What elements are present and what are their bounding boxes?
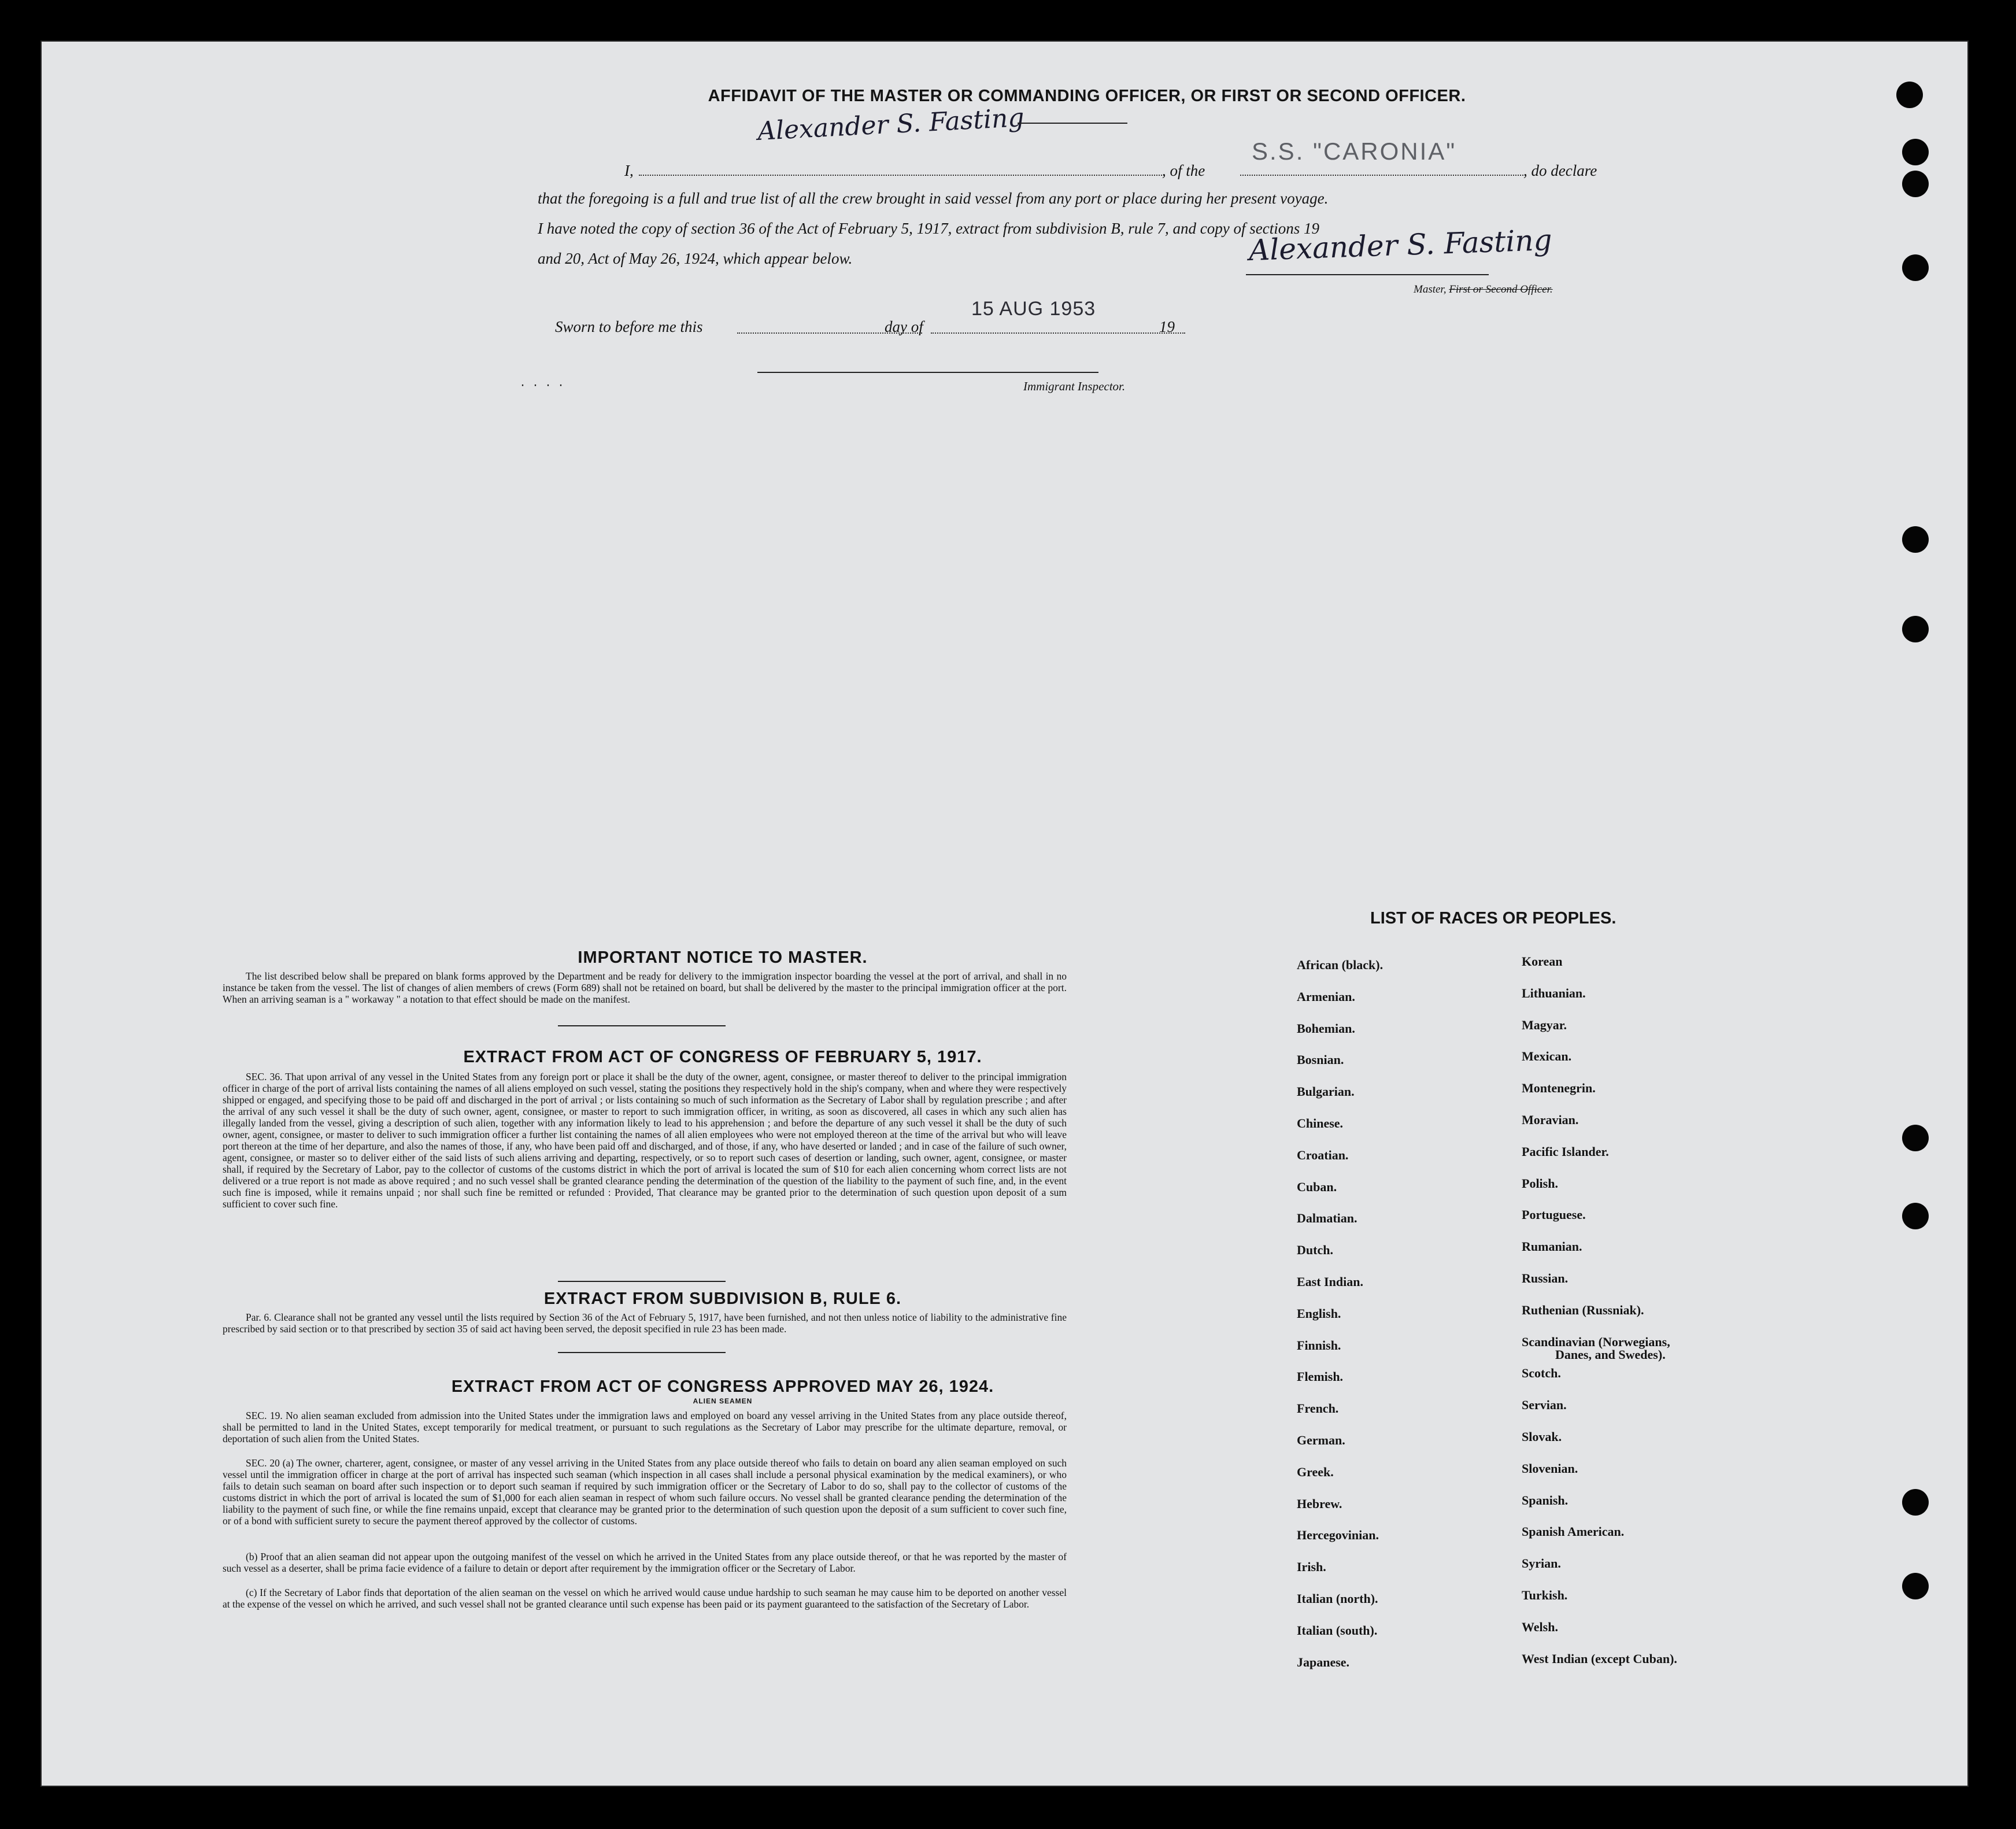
punch-hole xyxy=(1902,1573,1929,1599)
sec20a-text: SEC. 20 (a) The owner, charterer, agent, consignee, or master of any vessel arriving in the United States from any place outside thereof who fails to detain on board any alien seaman employed on such vessel until the immigration officer in charge at the port of arrival has inspected such seaman (which inspection in all cases shall include a personal physical examination by the medical examiners), or who fails to detain such seaman on board after such inspection or to deport such seaman if required by such immigration officer or the Secretary of Labor to do so, shall pay to the collector of customs of the customs district in which the port of arrival is located the sum of $1,000 for each alien seaman in respect of whom such failure occurs. No vessel shall be granted clearance pending the determination of the liability to the payment of such fine, or while the fine remains unpaid, except that clearance may be granted prior to the determination of such question upon the deposit of a sum sufficient to cover such fine, or of a bond with sufficient surety to secure the payment thereof approved by the collector of customs. xyxy=(223,1457,1067,1527)
race-item: Spanish. xyxy=(1522,1492,1569,1507)
race-item: Armenian. xyxy=(1297,989,1355,1004)
declaration-text-2: I have noted the copy of section 36 of the Act of February 5, 1917, extract from subdivision B, rule 7, and copy of sections 19 xyxy=(538,220,1319,237)
vessel-blank-line xyxy=(1240,175,1523,176)
race-item: Flemish. xyxy=(1297,1369,1344,1384)
notice-body: The list described below shall be prepared on blank forms approved by the Department and be ready for delivery to the immigration inspector boarding the vessel at the port of arrival, and shall in no instance be taken from the vessel. The list of changes of alien members of crews (Form 689) shall not be retained on board, but shall be delivered by the master to the principal immigration officer at the port. When an arriving seaman is a " workaway " a notation to that effect should be made on the manifest. xyxy=(223,970,1067,1005)
punch-hole xyxy=(1896,82,1923,108)
race-item: Slovak. xyxy=(1522,1429,1562,1444)
race-item: English. xyxy=(1297,1306,1341,1321)
handwritten-name: Alexander S. Fasting xyxy=(756,102,1025,147)
race-item: Magyar. xyxy=(1522,1017,1567,1032)
race-item: Hebrew. xyxy=(1297,1496,1342,1511)
punch-hole xyxy=(1902,139,1929,165)
signature-line xyxy=(1246,274,1489,275)
race-item: Mexican. xyxy=(1522,1049,1572,1064)
race-item: Russian. xyxy=(1522,1271,1569,1285)
race-item: Dalmatian. xyxy=(1297,1211,1357,1226)
race-item: Rumanian. xyxy=(1522,1239,1582,1254)
section-divider xyxy=(558,1352,726,1353)
name-blank-line xyxy=(639,175,1162,176)
race-item: Croatian. xyxy=(1297,1147,1349,1162)
inspector-line xyxy=(757,372,1098,373)
declaration-i-label: I, xyxy=(624,162,634,179)
race-item: Bosnian. xyxy=(1297,1052,1344,1067)
margin-dots: ···· xyxy=(520,377,571,393)
race-item: Polish. xyxy=(1522,1176,1558,1191)
race-item: East Indian. xyxy=(1297,1274,1363,1289)
punch-hole xyxy=(1902,526,1929,553)
subdivision-title: EXTRACT FROM SUBDIVISION B, RULE 6. xyxy=(543,1289,902,1308)
punch-hole xyxy=(1902,1125,1929,1151)
race-item: Bohemian. xyxy=(1297,1021,1355,1036)
race-item: Scandinavian (Norwegians, xyxy=(1522,1334,1670,1349)
race-item: Dutch. xyxy=(1297,1243,1333,1258)
race-item: Hercegovinian. xyxy=(1297,1528,1379,1543)
of-the-label: , of the xyxy=(1162,162,1205,179)
section-divider xyxy=(558,1281,726,1282)
race-item: Chinese. xyxy=(1297,1116,1344,1130)
subdivision-body: Par. 6. Clearance shall not be granted any vessel until the lists required by Section 36 of the Act of February 5, 1917, have been furnished, and not then unless notice of liability to the administrative fine prescribed by said section or to that prescribed by section 35 of said act having been served, the deposit specified in rule 23 has been made. xyxy=(223,1311,1067,1335)
race-item: Finnish. xyxy=(1297,1337,1341,1353)
race-item: Pacific Islander. xyxy=(1522,1144,1609,1159)
race-item: Italian (south). xyxy=(1297,1623,1378,1638)
race-item-continuation: Danes, and Swedes). xyxy=(1555,1347,1666,1362)
sec20c-text: (c) If the Secretary of Labor finds that deportation of the alien seaman on the vessel on which he arrived would cause undue hardship to such seaman he may cause him to be deported on another vessel at the expense of the vessel on which he arrived, and such vessel shall not be granted clearance until such expense has been paid or its payment guaranteed to the satisfaction of the Secretary of Labor. xyxy=(223,1587,1067,1610)
notice-title: IMPORTANT NOTICE TO MASTER. xyxy=(578,948,868,967)
extract-1924-title: EXTRACT FROM ACT OF CONGRESS APPROVED MAY 26, 1924. xyxy=(451,1377,994,1396)
race-item: West Indian (except Cuban). xyxy=(1522,1651,1677,1666)
declaration-text-3: and 20, Act of May 26, 1924, which appear below. xyxy=(538,250,853,267)
master-signature: Alexander S. Fasting xyxy=(1248,223,1553,268)
race-item: Syrian. xyxy=(1522,1556,1561,1571)
inspector-label: Immigrant Inspector. xyxy=(1023,379,1126,393)
race-item: German. xyxy=(1297,1433,1345,1447)
officer-struck-label: First or Second Officer. xyxy=(1449,283,1553,295)
race-item: Bulgarian. xyxy=(1297,1084,1355,1099)
sec19-text: SEC. 19. No alien seaman excluded from admission into the United States under the immigration laws and employed on board any vessel arriving in the United States from any place outside thereof, shall be permitted to land in the United States, except temporarily for medical treatment, or pursuant to such regulations as the Secretary of Labor may prescribe for the ultimate departure, removal, or deportation of such alien from the United States. xyxy=(223,1410,1067,1444)
vessel-name: S.S. "CARONIA" xyxy=(1252,138,1457,165)
extract-1917-body: SEC. 36. That upon arrival of any vessel in the United States from any foreign port or place it shall be the duty of the owner, agent, consignee, or master thereof to deliver to the principal immigration officer in charge of the port of arrival lists containing the names of all aliens employed on such vessel, stating the positions they respectively hold in the ship's company, when and where they were respectively shipped or engaged, and specifying those to be paid off and discharged in the port of arrival ; or lists containing so much of such information as the Secretary of Labor shall by regulation prescribe ; and after the arrival of any such vessel it shall be the duty of such owner, agent, consignee, or master to report to such immigration officer, in writing, as soon as discovered, all cases in which any such alien has illegally landed from the vessel, giving a description of such alien, together with any information likely to lead to his apprehension ; and before the departure of any such vessel it shall be the duty of such owner, agent, consignee, or master to deliver to such immigration officer a further list containing the names of all alien employees who were not employed thereon at the time of the arrival but who will leave port thereon at the time of her departure, and also the names of those, if any, who have been paid off and discharged, and of those, if any, who have deserted or landed ; and in case of the failure of such owner, agent, consignee, or master so to deliver either of the said lists of such aliens arriving and departing, respectively, or so to report such cases of desertion or landing, such owner, agent, consignee, or master shall, if required by the Secretary of Labor, pay to the collector of customs of the customs district in which the port of arrival is located the sum of $10 for each alien concerning whom correct lists are not delivered or a true report is not made as above required ; and no such vessel shall be granted clearance pending the determination of the question of the liability to the payment of such fine, and, in the event such fine is imposed, while it remains unpaid ; nor shall such fine be remitted or refunded : Provided, That clearance may be granted prior to the determination of such question upon deposit of a sum sufficient to cover such fine. xyxy=(223,1071,1067,1210)
sworn-month-line xyxy=(931,332,1185,334)
race-item: Scotch. xyxy=(1522,1366,1561,1381)
do-declare-label: , do declare xyxy=(1523,162,1597,179)
race-item: Spanish American. xyxy=(1522,1524,1625,1539)
race-item: Irish. xyxy=(1297,1560,1326,1575)
races-title: LIST OF RACES OR PEOPLES. xyxy=(1370,909,1617,928)
race-item: Portuguese. xyxy=(1522,1207,1586,1222)
punch-hole xyxy=(1902,616,1929,642)
punch-hole xyxy=(1902,1203,1929,1229)
alien-seamen-subtitle: ALIEN SEAMEN xyxy=(693,1397,753,1405)
race-item: Japanese. xyxy=(1297,1654,1350,1669)
master-caption xyxy=(1414,283,1553,296)
race-item: French. xyxy=(1297,1401,1339,1416)
master-label: Master, xyxy=(1414,283,1449,295)
sworn-label: Sworn to before me this xyxy=(555,318,703,335)
day-of-label: day of xyxy=(885,318,923,335)
document-page xyxy=(40,40,1969,1787)
race-item: Moravian. xyxy=(1522,1113,1579,1127)
race-item: Italian (north). xyxy=(1297,1591,1378,1606)
race-item: Turkish. xyxy=(1522,1588,1568,1602)
punch-hole xyxy=(1902,1489,1929,1516)
race-item: African (black). xyxy=(1297,958,1384,972)
punch-hole xyxy=(1902,171,1929,197)
year-prefix: 19 xyxy=(1159,318,1175,335)
race-item: Lithuanian. xyxy=(1522,985,1586,1000)
sec20b-text: (b) Proof that an alien seaman did not appear upon the outgoing manifest of the vessel on which he arrived in the United States from any place outside thereof, or that he was reported by the master of such vessel as a deserter, shall be prima facie evidence of a failure to detain or deport after requirement by the immigration officer or the Secretary of Labor. xyxy=(223,1551,1067,1574)
race-item: Servian. xyxy=(1522,1398,1567,1413)
race-item: Montenegrin. xyxy=(1522,1081,1596,1096)
race-item: Korean xyxy=(1522,954,1563,969)
declaration-text-1: that the foregoing is a full and true list of all the crew brought in said vessel from any port or place during her present voyage. xyxy=(538,190,1329,207)
race-item: Slovenian. xyxy=(1522,1461,1578,1476)
section-divider xyxy=(558,1025,726,1026)
race-item: Ruthenian (Russniak). xyxy=(1522,1302,1644,1317)
race-item: Cuban. xyxy=(1297,1179,1337,1194)
affidavit-title: AFFIDAVIT OF THE MASTER OR COMMANDING OFFICER, OR FIRST OR SECOND OFFICER. xyxy=(708,87,1466,105)
race-item: Greek. xyxy=(1297,1464,1334,1479)
title-rule xyxy=(1018,123,1127,124)
punch-hole xyxy=(1902,254,1929,281)
extract-1917-title: EXTRACT FROM ACT OF CONGRESS OF FEBRUARY 5, 1917. xyxy=(463,1048,982,1066)
date-stamp: 15 AUG 1953 xyxy=(971,298,1096,320)
race-item: Welsh. xyxy=(1522,1619,1558,1634)
